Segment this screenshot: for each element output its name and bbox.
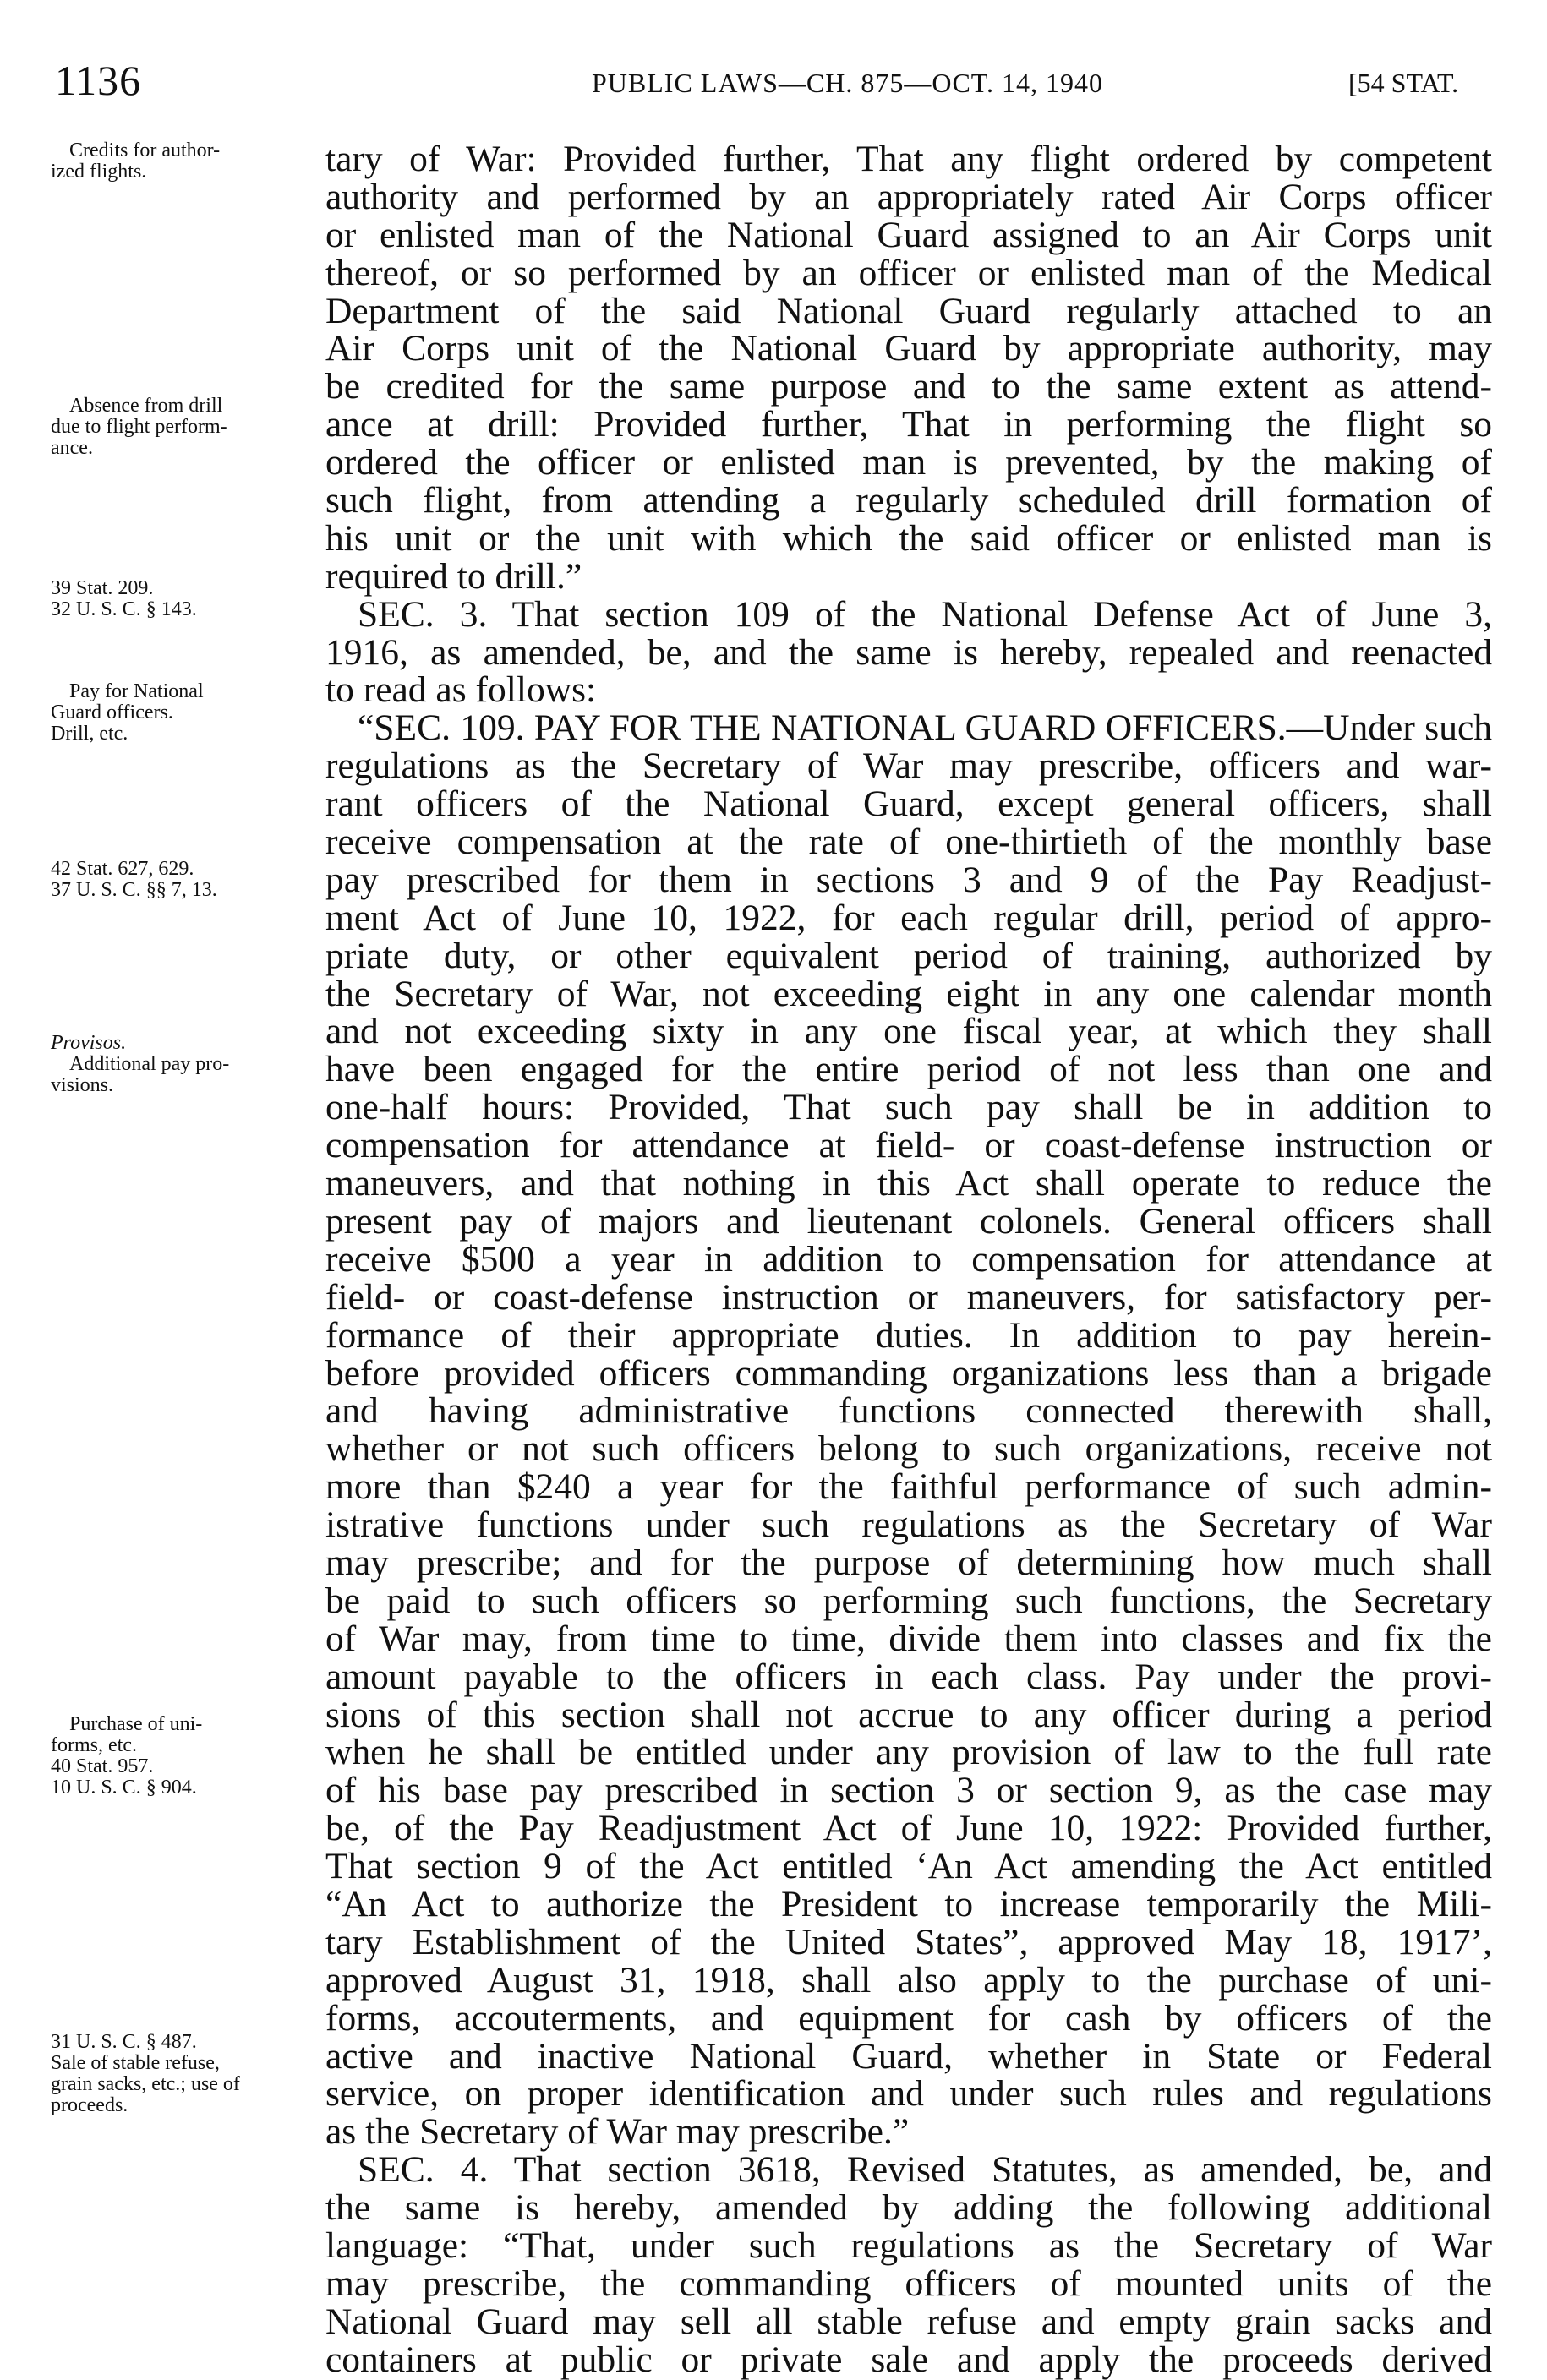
text-line: as the Secretary of War may prescribe.”	[325, 2111, 910, 2153]
section-heading-line: SEC. 3. That section 109 of the National Defense Act of June 3,	[358, 593, 1492, 635]
text-line: to read as follows:	[325, 669, 597, 711]
body-text	[325, 140, 1492, 2379]
section-heading-line: “SEC. 109. PAY FOR THE NATIONAL GUARD OFFICERS.—Under such	[358, 707, 1492, 749]
statute-reference: [54 STAT.	[1348, 68, 1459, 98]
text-line: when he shall be entitled under any provision of law to the full rate	[325, 1732, 1492, 1773]
text-line: be, of the Pay Readjustment Act of June 10, 1922: Provided further,	[325, 1808, 1492, 1849]
text-line: one-half hours: Provided, That such pay shall be in addition to	[325, 1087, 1492, 1128]
margin-note: Provisos. Additional pay pro- visions.	[51, 1032, 230, 1096]
text-line: compensation for attendance at field- or coast-defense instruction or	[325, 1125, 1492, 1166]
text-line: 1916, as amended, be, and the same is hereby, repealed and reenacted	[325, 631, 1492, 673]
text-line: of War may, from time to time, divide them into classes and fix the	[325, 1618, 1492, 1659]
text-line: rant officers of the National Guard, except general officers, shall	[325, 783, 1492, 825]
text-line: forms, accouterments, and equipment for cash by officers of the	[325, 1997, 1492, 2039]
text-line: required to drill.”	[325, 555, 582, 597]
text-line: istrative functions under such regulations as the Secretary of War	[325, 1504, 1492, 1546]
text-line: such flight, from attending a regularly scheduled drill formation of	[325, 480, 1492, 521]
text-line: language: “That, under such regulations as the Secretary of War	[325, 2224, 1492, 2266]
text-line: ance at drill: Provided further, That in performing the flight so	[325, 404, 1492, 445]
text-line: have been engaged for the entire period of not less than one and	[325, 1049, 1492, 1090]
text-line: regulations as the Secretary of War may prescribe, officers and war-	[325, 745, 1492, 787]
margin-note: Purchase of uni- forms, etc. 40 Stat. 957. 10 U. S. C. § 904.	[51, 1713, 203, 1799]
text-line: National Guard may sell all stable refuse and empty grain sacks and	[325, 2301, 1492, 2342]
text-line: field- or coast-defense instruction or maneuvers, for satisfactory per-	[325, 1276, 1492, 1318]
text-line: receive $500 a year in addition to compensation for attendance at	[325, 1238, 1492, 1280]
text-line: may prescribe, the commanding officers of mounted units of the	[325, 2263, 1492, 2304]
text-line: That section 9 of the Act entitled ‘An Act amending the Act entitled	[325, 1846, 1492, 1887]
running-title: PUBLIC LAWS—CH. 875—OCT. 14, 1940	[592, 68, 1103, 98]
text-line: or enlisted man of the National Guard assigned to an Air Corps unit	[325, 214, 1492, 255]
text-line: more than $240 a year for the faithful performance of such admin-	[325, 1466, 1492, 1508]
text-line: Air Corps unit of the National Guard by appropriate authority, may	[325, 328, 1492, 369]
text-line: service, on proper identification and under such rules and regulations	[325, 2073, 1492, 2115]
text-line: the Secretary of War, not exceeding eight in any one calendar month	[325, 973, 1492, 1014]
text-line: ordered the officer or enlisted man is prevented, by the making of	[325, 442, 1492, 483]
text-line: whether or not such officers belong to such organizations, receive not	[325, 1428, 1492, 1470]
text-line: containers at public or private sale and apply the proceeds derived	[325, 2339, 1492, 2380]
margin-notes	[51, 0, 313, 2326]
text-line: maneuvers, and that nothing in this Act shall operate to reduce the	[325, 1163, 1492, 1204]
text-line: priate duty, or other equivalent period of training, authorized by	[325, 935, 1492, 976]
text-line: sions of this section shall not accrue to any officer during a period	[325, 1694, 1492, 1735]
text-line: approved August 31, 1918, shall also apply to the purchase of uni-	[325, 1959, 1492, 2001]
text-line: “An Act to authorize the President to increase temporarily the Mili-	[325, 1883, 1492, 1924]
text-line: and having administrative functions connected therewith shall,	[325, 1390, 1492, 1432]
text-line: of his base pay prescribed in section 3 or section 9, as the case may	[325, 1770, 1492, 1811]
margin-note: Pay for National Guard officers. Drill, etc.	[51, 680, 204, 745]
text-line: tary Establishment of the United States”, approved May 18, 1917’,	[325, 1921, 1492, 1962]
text-line: his unit or the unit with which the said officer or enlisted man is	[325, 517, 1492, 559]
text-line: present pay of majors and lieutenant colonels. General officers shall	[325, 1200, 1492, 1242]
margin-note: 42 Stat. 627, 629. 37 U. S. C. §§ 7, 13.	[51, 858, 217, 901]
text-line: be credited for the same purpose and to the same extent as attend-	[325, 366, 1492, 407]
text-line: amount payable to the officers in each class. Pay under the provi-	[325, 1656, 1492, 1697]
text-line: pay prescribed for them in sections 3 and 9 of the Pay Readjust-	[325, 859, 1492, 900]
text-line: be paid to such officers so performing such functions, the Secretary	[325, 1580, 1492, 1621]
margin-note: 31 U. S. C. § 487. Sale of stable refuse, grain sacks, etc.; use of proceeds.	[51, 2031, 240, 2116]
text-line: Department of the said National Guard regularly attached to an	[325, 290, 1492, 331]
section-heading-line: SEC. 4. That section 3618, Revised Statutes, as amended, be, and	[358, 2149, 1492, 2191]
text-line: and not exceeding sixty in any one fiscal year, at which they shall	[325, 1011, 1492, 1052]
text-line: receive compensation at the rate of one-thirtieth of the monthly base	[325, 822, 1492, 863]
text-line: active and inactive National Guard, whether in State or Federal	[325, 2035, 1492, 2077]
text-line: may prescribe; and for the purpose of determining how much shall	[325, 1542, 1492, 1583]
text-line: authority and performed by an appropriately rated Air Corps officer	[325, 176, 1492, 217]
text-line: before provided officers commanding organizations less than a brigade	[325, 1352, 1492, 1394]
text-line: the same is hereby, amended by adding the following additional	[325, 2187, 1492, 2229]
margin-note: Credits for author- ized flights.	[51, 139, 221, 183]
text-line: tary of War: Provided further, That any flight ordered by competent	[325, 139, 1492, 179]
page-number: 1136	[55, 57, 142, 104]
margin-note: Absence from drill due to flight perform- ance.	[51, 395, 227, 459]
text-line: thereof, or so performed by an officer or enlisted man of the Medical	[325, 252, 1492, 293]
text-line: formance of their appropriate duties. In addition to pay herein-	[325, 1314, 1492, 1356]
text-line: ment Act of June 10, 1922, for each regular drill, period of appro-	[325, 897, 1492, 938]
margin-note: 39 Stat. 209. 32 U. S. C. § 143.	[51, 577, 197, 620]
